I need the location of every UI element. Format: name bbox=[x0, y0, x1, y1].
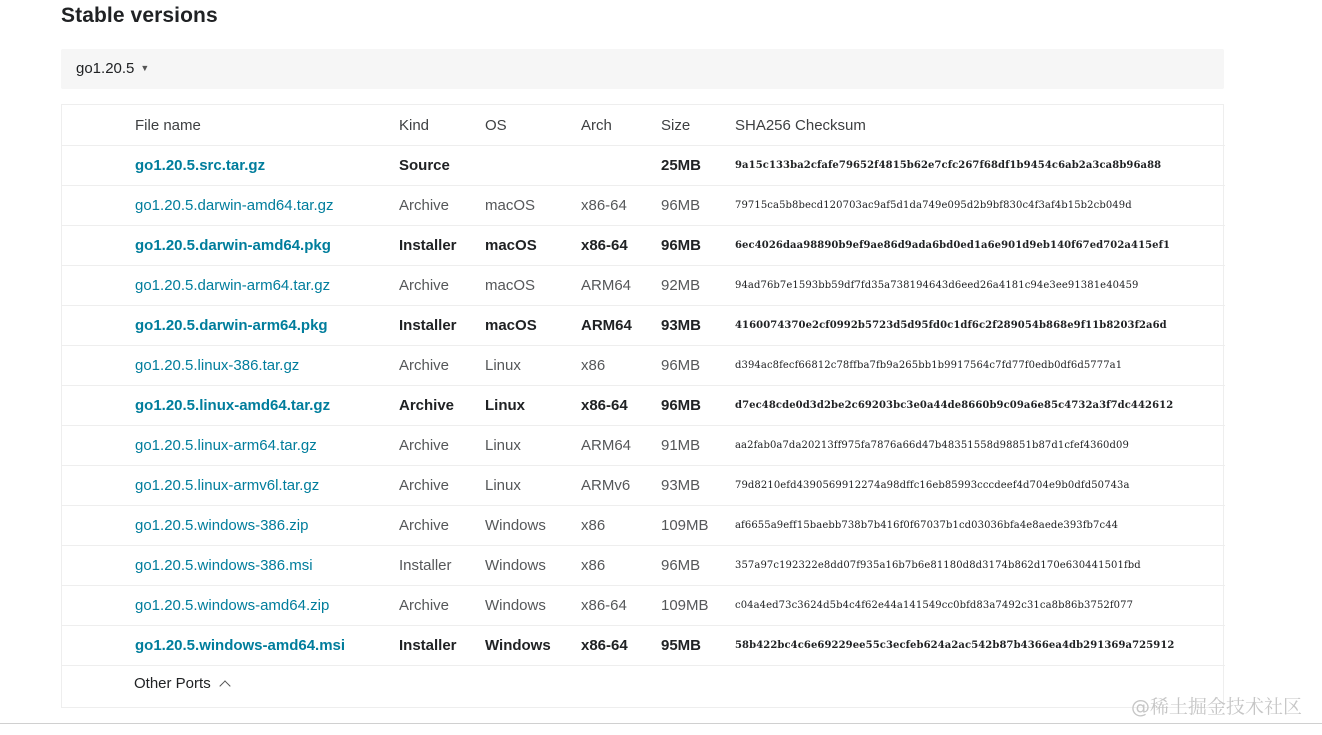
table-row bbox=[62, 426, 1225, 466]
cell-kind: Archive bbox=[399, 186, 485, 226]
cell-checksum: aa2fab0a7da20213ff975fa7876a66d47b48351558d98851b87d1cfef4360d09 bbox=[735, 426, 1225, 466]
cell-arch: ARMv6 bbox=[581, 466, 661, 506]
cell-file-name bbox=[62, 426, 399, 466]
download-link[interactable]: go1.20.5.linux-amd64.tar.gz bbox=[135, 397, 331, 414]
cell-checksum: af6655a9eff15baebb738b7b416f0f67037b1cd03036bfa4e8aede393fb7c44 bbox=[735, 506, 1225, 546]
table-row bbox=[62, 346, 1225, 386]
cell-file-name bbox=[62, 546, 399, 586]
cell-size: 95MB bbox=[661, 626, 735, 666]
other-ports-label: Other Ports bbox=[134, 675, 211, 692]
cell-os: Linux bbox=[485, 426, 581, 466]
cell-size: 96MB bbox=[661, 346, 735, 386]
cell-size: 109MB bbox=[661, 506, 735, 546]
cell-size: 92MB bbox=[661, 266, 735, 306]
cell-arch: x86-64 bbox=[581, 626, 661, 666]
version-select-value: go1.20.5 bbox=[76, 60, 135, 77]
table-row bbox=[62, 266, 1225, 306]
download-link[interactable]: go1.20.5.darwin-amd64.pkg bbox=[135, 237, 331, 254]
table-row bbox=[62, 506, 1225, 546]
caret-down-icon: ▼ bbox=[140, 63, 150, 73]
cell-checksum: 6ec4026daa98890b9ef9ae86d9ada6bd0ed1a6e901d9eb140f67ed702a415ef1 bbox=[735, 226, 1225, 266]
download-link[interactable]: go1.20.5.src.tar.gz bbox=[135, 157, 266, 174]
download-link[interactable]: go1.20.5.darwin-arm64.pkg bbox=[135, 317, 328, 334]
cell-arch: x86 bbox=[581, 346, 661, 386]
cell-size: 25MB bbox=[661, 146, 735, 186]
downloads-table-container bbox=[61, 104, 1224, 708]
header-os: OS bbox=[485, 105, 581, 146]
table-row bbox=[62, 306, 1225, 346]
cell-file-name bbox=[62, 186, 399, 226]
download-link[interactable]: go1.20.5.darwin-arm64.tar.gz bbox=[135, 277, 331, 294]
cell-arch: x86-64 bbox=[581, 586, 661, 626]
cell-file-name bbox=[62, 226, 399, 266]
cell-os: macOS bbox=[485, 226, 581, 266]
cell-file-name bbox=[62, 266, 399, 306]
cell-os: macOS bbox=[485, 266, 581, 306]
cell-checksum: 94ad76b7e1593bb59df7fd35a738194643d6eed26a4181c94e3ee91381e40459 bbox=[735, 266, 1225, 306]
cell-size: 93MB bbox=[661, 306, 735, 346]
version-bar bbox=[61, 49, 1224, 89]
cell-os: Windows bbox=[485, 626, 581, 666]
header-checksum: SHA256 Checksum bbox=[735, 105, 1225, 146]
cell-os: macOS bbox=[485, 186, 581, 226]
cell-arch: x86 bbox=[581, 546, 661, 586]
cell-arch: x86-64 bbox=[581, 386, 661, 426]
cell-file-name bbox=[62, 306, 399, 346]
cell-file-name bbox=[62, 626, 399, 666]
cell-arch: x86 bbox=[581, 506, 661, 546]
table-row bbox=[62, 466, 1225, 506]
cell-kind: Archive bbox=[399, 426, 485, 466]
table-row bbox=[62, 586, 1225, 626]
version-select[interactable] bbox=[76, 60, 149, 77]
cell-checksum: 4160074370e2cf0992b5723d5d95fd0c1df6c2f289054b868e9f11b8203f2a6d bbox=[735, 306, 1225, 346]
download-link[interactable]: go1.20.5.darwin-amd64.tar.gz bbox=[135, 197, 334, 214]
cell-kind: Source bbox=[399, 146, 485, 186]
cell-checksum: 79d8210efd4390569912274a98dffc16eb85993cccdeef4d704e9b0dfd50743a bbox=[735, 466, 1225, 506]
section-title: Stable versions bbox=[61, 4, 218, 27]
table-row bbox=[62, 546, 1225, 586]
other-ports-toggle[interactable] bbox=[134, 675, 229, 692]
cell-arch: x86-64 bbox=[581, 186, 661, 226]
cell-file-name bbox=[62, 346, 399, 386]
cell-os: macOS bbox=[485, 306, 581, 346]
cell-size: 96MB bbox=[661, 186, 735, 226]
cell-arch: ARM64 bbox=[581, 266, 661, 306]
cell-arch: ARM64 bbox=[581, 306, 661, 346]
cell-os: Windows bbox=[485, 586, 581, 626]
header-size: Size bbox=[661, 105, 735, 146]
download-link[interactable]: go1.20.5.windows-amd64.zip bbox=[135, 597, 330, 614]
watermark: @稀土掘金技术社区 bbox=[1130, 696, 1302, 718]
header-file-name: File name bbox=[62, 105, 399, 146]
table-row bbox=[62, 186, 1225, 226]
cell-kind: Installer bbox=[399, 626, 485, 666]
cell-checksum: c04a4ed73c3624d5b4c4f62e44a141549cc0bfd83a7492c31ca8b86b3752f077 bbox=[735, 586, 1225, 626]
download-link[interactable]: go1.20.5.windows-386.zip bbox=[135, 517, 309, 534]
cell-size: 93MB bbox=[661, 466, 735, 506]
cell-checksum: 58b422bc4c6e69229ee55c3ecfeb624a2ac542b87b4366ea4db291369a725912 bbox=[735, 626, 1225, 666]
cell-os bbox=[485, 146, 581, 186]
cell-size: 96MB bbox=[661, 386, 735, 426]
header-arch: Arch bbox=[581, 105, 661, 146]
cell-kind: Archive bbox=[399, 346, 485, 386]
cell-checksum: 79715ca5b8becd120703ac9af5d1da749e095d2b9bf830c4f3af4b15b2cb049d bbox=[735, 186, 1225, 226]
cell-arch: x86-64 bbox=[581, 226, 661, 266]
downloads-table bbox=[62, 105, 1225, 666]
cell-arch bbox=[581, 146, 661, 186]
download-link[interactable]: go1.20.5.linux-armv6l.tar.gz bbox=[135, 477, 320, 494]
cell-kind: Archive bbox=[399, 466, 485, 506]
cell-file-name bbox=[62, 386, 399, 426]
download-link[interactable]: go1.20.5.windows-386.msi bbox=[135, 557, 313, 574]
cell-kind: Installer bbox=[399, 546, 485, 586]
cell-kind: Archive bbox=[399, 266, 485, 306]
cell-os: Windows bbox=[485, 506, 581, 546]
cell-file-name bbox=[62, 466, 399, 506]
cell-checksum: d394ac8fecf66812c78ffba7fb9a265bb1b9917564c7fd77f0edb0df6d5777a1 bbox=[735, 346, 1225, 386]
table-row bbox=[62, 386, 1225, 426]
cell-checksum: 9a15c133ba2cfafe79652f4815b62e7cfc267f68df1b9454c6ab2a3ca8b96a88 bbox=[735, 146, 1225, 186]
cell-kind: Archive bbox=[399, 506, 485, 546]
cell-arch: ARM64 bbox=[581, 426, 661, 466]
cell-size: 91MB bbox=[661, 426, 735, 466]
cell-checksum: 357a97c192322e8dd07f935a16b7b6e81180d8d3174b862d170e630441501fbd bbox=[735, 546, 1225, 586]
cell-os: Linux bbox=[485, 346, 581, 386]
download-link[interactable]: go1.20.5.linux-arm64.tar.gz bbox=[135, 437, 317, 454]
cell-file-name bbox=[62, 506, 399, 546]
table-row bbox=[62, 626, 1225, 666]
table-row bbox=[62, 226, 1225, 266]
header-kind: Kind bbox=[399, 105, 485, 146]
chevron-up-icon bbox=[219, 680, 230, 691]
bottom-divider bbox=[0, 723, 1322, 724]
cell-os: Linux bbox=[485, 466, 581, 506]
table-header-row bbox=[62, 105, 1225, 146]
cell-file-name bbox=[62, 586, 399, 626]
cell-size: 109MB bbox=[661, 586, 735, 626]
cell-kind: Archive bbox=[399, 386, 485, 426]
cell-kind: Installer bbox=[399, 306, 485, 346]
cell-file-name bbox=[62, 146, 399, 186]
cell-kind: Installer bbox=[399, 226, 485, 266]
cell-size: 96MB bbox=[661, 546, 735, 586]
download-link[interactable]: go1.20.5.linux-386.tar.gz bbox=[135, 357, 300, 374]
cell-kind: Archive bbox=[399, 586, 485, 626]
cell-size: 96MB bbox=[661, 226, 735, 266]
table-row bbox=[62, 146, 1225, 186]
download-link[interactable]: go1.20.5.windows-amd64.msi bbox=[135, 637, 346, 654]
cell-checksum: d7ec48cde0d3d2be2c69203bc3e0a44de8660b9c09a6e85c4732a3f7dc442612 bbox=[735, 386, 1225, 426]
cell-os: Windows bbox=[485, 546, 581, 586]
cell-os: Linux bbox=[485, 386, 581, 426]
